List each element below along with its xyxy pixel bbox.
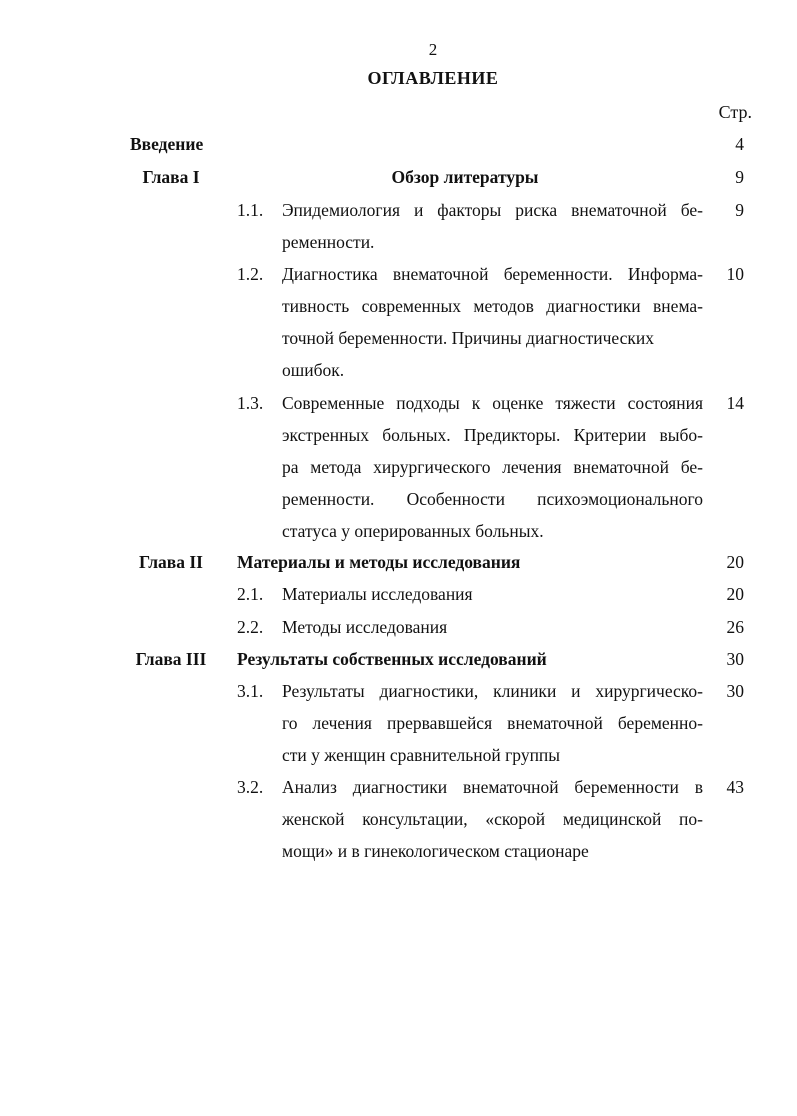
- intro-label: Введение: [130, 134, 204, 154]
- section-3-1-line: сти у женщин сравнительной группы: [282, 745, 561, 765]
- section-2-2-number: 2.2.: [237, 617, 264, 637]
- section-2-1-number: 2.1.: [237, 584, 264, 604]
- chapter-2-label: Глава II: [139, 552, 203, 572]
- section-1-3-number: 1.3.: [237, 393, 264, 413]
- section-3-1-line: Результаты диагностики, клиники и хирургическо-: [282, 681, 703, 701]
- chapter-2-title: Материалы и методы исследования: [237, 552, 521, 572]
- chapter-2-page: 20: [726, 552, 744, 572]
- section-3-2-line: мощи» и в гинекологическом стационаре: [282, 841, 589, 861]
- section-2-1-page: 20: [726, 584, 744, 604]
- chapter-1-title: Обзор литературы: [391, 167, 539, 187]
- section-3-2-number: 3.2.: [237, 777, 264, 797]
- section-1-1-line: ременности.: [282, 232, 375, 252]
- chapter-3-title: Результаты собственных исследований: [237, 649, 547, 669]
- section-1-3-line: Современные подходы к оценке тяжести состояния: [282, 393, 703, 413]
- section-3-1-number: 3.1.: [237, 681, 264, 701]
- section-1-2-line: Диагностика внематочной беременности. Информа-: [282, 264, 703, 284]
- section-2-2-page: 26: [726, 617, 744, 637]
- section-1-2-line: точной беременности. Причины диагностических: [282, 328, 654, 348]
- section-1-3-line: ра метода хирургического лечения внематочной бе-: [282, 457, 703, 477]
- section-3-1-line: го лечения прервавшейся внематочной беременно-: [282, 713, 703, 733]
- chapter-1-label: Глава I: [142, 167, 200, 187]
- section-1-2-line: тивность современных методов диагностики внема-: [282, 296, 703, 316]
- section-1-3-line: ременности. Особенности психоэмоционального: [282, 489, 703, 509]
- chapter-3-page: 30: [726, 649, 744, 669]
- section-1-2-line: ошибок.: [282, 360, 345, 380]
- section-3-2-line: женской консультации, «скорой медицинской по-: [282, 809, 703, 829]
- section-1-3-line: экстренных больных. Предикторы. Критерии выбо-: [282, 425, 703, 445]
- section-1-3-page: 14: [726, 393, 744, 413]
- section-3-1-page: 30: [726, 681, 744, 701]
- page-column-label: Стр.: [718, 102, 752, 122]
- section-2-1-title: Материалы исследования: [282, 584, 473, 604]
- section-3-2-page: 43: [726, 777, 744, 797]
- section-1-1-page: 9: [735, 200, 744, 220]
- chapter-1-page: 9: [735, 167, 744, 187]
- intro-page: 4: [735, 134, 744, 154]
- page-title: ОГЛАВЛЕНИЕ: [367, 68, 499, 88]
- section-1-2-page: 10: [726, 264, 744, 284]
- section-2-2-title: Методы исследования: [282, 617, 448, 637]
- section-1-1-number: 1.1.: [237, 200, 264, 220]
- page-number: 2: [428, 40, 438, 59]
- section-1-2-number: 1.2.: [237, 264, 264, 284]
- section-1-3-line: статуса у оперированных больных.: [282, 521, 544, 541]
- section-1-1-line: Эпидемиология и факторы риска внематочной бе-: [282, 200, 703, 220]
- chapter-3-label: Глава III: [135, 649, 207, 669]
- section-3-2-line: Анализ диагностики внематочной беременности в: [282, 777, 703, 797]
